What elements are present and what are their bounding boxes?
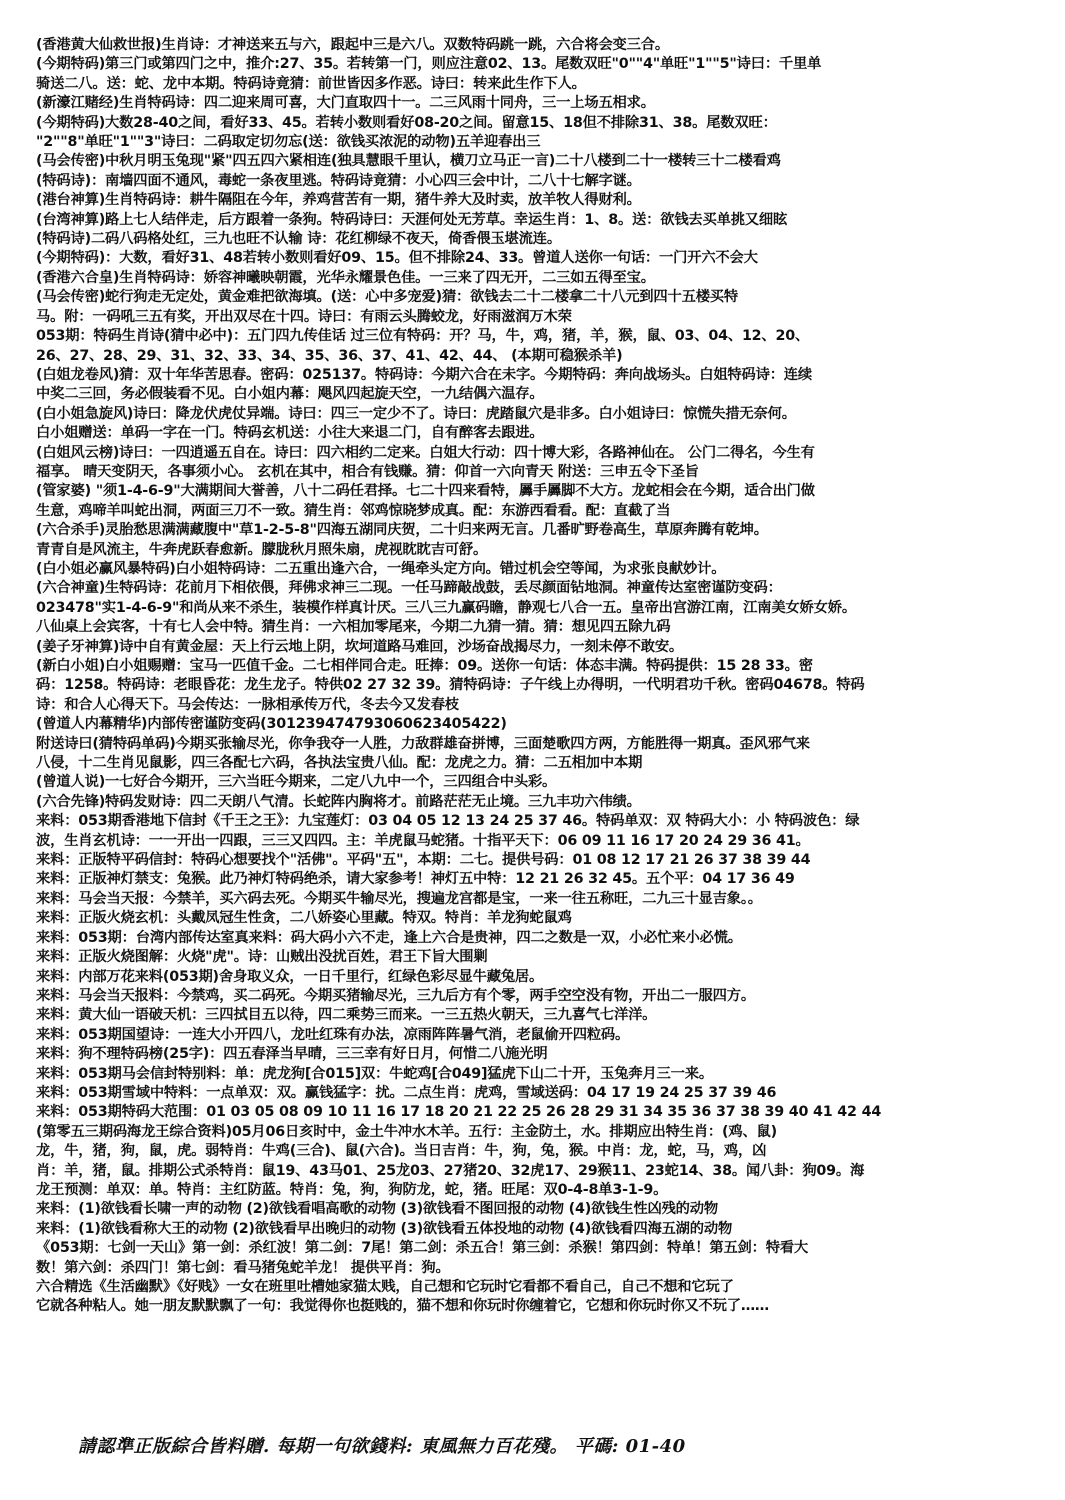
text-line: (白小姐急旋风)诗曰：降龙伏虎仗异端。诗曰：四三一定少不了。诗曰：虎踏鼠穴是非多。白小姐诗曰：惊慌失措无奈何。 <box>36 405 796 422</box>
text-line: 来料：马会当天报料：今禁鸡，买二码死。今期买猪输尽光，三九后方有个零，两手空空没有物，开出二一服四方。 <box>36 987 755 1004</box>
text-line: 来料：正版火烧玄机：头戴凤冠生性贪，二八娇姿心里藏。特双。特肖：羊龙狗蛇鼠鸡 <box>36 910 572 927</box>
text-line: (六合神童)生特码诗：花前月下相依偎，拜佛求神三二现。一任马蹄敲战鼓，丢尽颜面钻地洞。神童传达室密谨防变码： <box>36 580 782 597</box>
text-line: "2""8"单旺"1""3"诗曰：二码取定切勿忘(送：欲钱买浓泥的动物)五羊迎春出三 <box>36 134 541 151</box>
text-line: 来料：053期：台湾内部传达室真来料：码大码小六不走，逢上六合是贵神，四二之数是一双，小必忙来小必慌。 <box>36 929 742 946</box>
document-body <box>36 36 1036 1317</box>
text-line: (姜子牙神算)诗中自有黄金屋：天上行云地上阴，坎坷道路马难回，沙场奋战揭尽力，一刻未停不敢安。 <box>36 638 684 655</box>
text-line: (白姐风云榜)诗曰：一四逍遥五自在。诗曰：四六相约二定来。白姐大行动：四十博大彩，各路神仙在。 公门二得名，今生有 <box>36 444 815 461</box>
text-line: 它就各种粘人。她一朋友默默飘了一句：我觉得你也挺贱的，猫不想和你玩时你缠着它，它想和你玩时你又不玩了…… <box>36 1298 770 1315</box>
text-line: (新白小姐)白小姐赐赠：宝马一匹值千金。二七相伴同合走。旺捧：09。送你一句话：体态丰满。特码提供：15 28 33。密 <box>36 658 813 674</box>
text-line: 骑送二八。送：蛇、龙中本期。特码诗竟猜：前世皆因多作恶。诗曰：转来此生作下人。 <box>36 75 586 92</box>
text-line: (香港黄大仙救世报)生肖诗：才神送来五与六，跟起中三是六八。双数特码跳一跳，六合将会变三合。 <box>36 37 669 53</box>
text-line: 《053期：七剑一天山》第一剑：杀红波！第二剑：7尾！第二剑：杀五合！第三剑：杀猴！第四剑：特单！第五剑：特看大 <box>36 1240 809 1257</box>
text-line: 码：1258。特码诗：老眼昏花：龙生龙子。特供02 27 32 39。猜特码诗：子午线上办得明，一代明君功千秋。密码04678。特码 <box>36 677 865 694</box>
text-line: 来料：053期香港地下信封《千王之王》：九宝莲灯：03 04 05 12 13 24 25 37 46。特码单双：双 特码大小：小 特码波色：绿 <box>36 813 860 830</box>
text-line: 来料：(1)欲钱看称大王的动物 (2)欲钱看早出晚归的动物 (3)欲钱看五体投地的动物 (4)欲钱看四海五湖的动物 <box>36 1220 733 1237</box>
text-line: (港台神算)生肖特码诗：耕牛隔阻在今年，养鸡营苦有一期，猪牛养大及时卖，放羊牧人得财利。 <box>36 192 641 209</box>
text-line: 来料：黄大仙一语破天机：三四拭目五以待，四二乘势三而来。一三五热火朝天，三九喜气七洋洋。 <box>36 1007 657 1024</box>
text-line: 诗：和合人心得天下。马会传达：一脉相承传万代，冬去今又发春枝 <box>36 696 459 713</box>
text-line: (特码诗)：南墙四面不通风，毒蛇一条夜里逃。特码诗竟猜：小心四三会中计，二八十七解字谜。 <box>36 172 641 189</box>
text-line: 波，生肖玄机诗：一一开出一四跟，三三又四四。主：羊虎鼠马蛇猪。十指平天下：06 09 11 16 17 20 24 29 36 41。 <box>36 832 810 849</box>
text-line: 马。附：一码吼三五有奖，开出双尽在十四。诗曰：有雨云头腾蛟龙，好雨滋润万木荣 <box>36 308 572 325</box>
text-line: (管家婆) "须1-4-6-9"大满期间大誉善，八十二码任君择。七二十四来看特，羼手羼脚不大方。龙蛇相会在今期，适合出门做 <box>36 483 815 500</box>
text-line: (曾道人内幕精华)内部传密谨防变码(301239474793060623405422) <box>36 716 507 733</box>
text-line: 来料：(1)欲钱看长啸一声的动物 (2)欲钱看唱高歌的动物 (3)欲钱看不图回报的动物 (4)欲钱生性凶残的动物 <box>36 1201 718 1218</box>
text-line: 来料：053期雪域中特料：一点单双：双。赢钱猛字：扰。二点生肖：虎鸡，雪域送码：04 17 19 24 25 37 39 46 <box>36 1084 777 1101</box>
text-line: (第零五三期码海龙王综合资料)05月06日亥时中，金土牛冲水木羊。五行：主金防土，水。排期应出特生肖：(鸡、鼠) <box>36 1123 777 1140</box>
text-line: 龙，牛，猪，狗，鼠，虎。弱特肖：牛鸡(三合)、鼠(六合)。当日吉肖：牛，狗，兔，猴。中肖：龙，蛇，马，鸡，凶 <box>36 1143 767 1160</box>
text-line: 来料：正版火烧图解：火烧"虎"。诗：山贼出没扰百姓，君王下旨大围剿 <box>36 949 488 966</box>
text-line: (今期特码)大数28-40之间，看好33、45。若转小数则看好08-20之间。留意15、18但不排除31、38。尾数双旺： <box>36 114 777 131</box>
text-line: 来料：正版特平码信封：特码心想要找个"活佛"。平码"五"，本期：二七。提供号码：01 08 12 17 21 26 37 38 39 44 <box>36 852 811 869</box>
text-line: 来料：马会当天报：今禁羊，买六码去死。今期买牛输尽光，搜遍龙宫都是宝，一来一往五称旺，二九三十显吉象。。 <box>36 890 762 907</box>
text-line: (今期特码)：大数，看好31、48若转小数则看好09、15。但不排除24、33。曾道人送你一句话：一门开六不会大 <box>36 250 758 267</box>
text-line: 福享。 晴天变阴天，各事须小心。 玄机在其中，相合有钱赚。猜：仰首一六向青天 附送：三申五令下圣旨 <box>36 463 699 480</box>
text-line: (六合杀手)灵胎愁思满满藏腹中"草1-2-5-8"四海五湖同庆贺，二十归来两无言。几番旷野卷高生，草原奔腾有乾坤。 <box>36 522 768 539</box>
text-line: (今期特码)第三门或第四门之中，推介:27、35。若转第一门，则应注意02、13。尾数双旺"0""4"单旺"1""5"诗曰：千里单 <box>36 56 822 73</box>
text-line: (白姐龙卷风)猜：双十年华苦思春。密码：025137。特码诗：今期六合在未字。今期特码：奔向战场头。白姐特码诗：连续 <box>36 366 812 383</box>
text-line: (白小姐必赢风暴特码)白小姐特码诗：二五重出逢六合，一绳牵头定方向。错过机会空等闻，为求张良献妙计。 <box>36 560 726 577</box>
text-line: 来料：053期马会信封特别料：单：虎龙狗[合015]双：牛蛇鸡[合049]猛虎下山二十开，玉兔奔月三一来。 <box>36 1065 713 1082</box>
text-line: 八侵，十二生肖见鼠影，四三各配七六码，各执法宝贵八仙。配：龙虎之力。猜：二五相加中本期 <box>36 755 643 772</box>
text-line: 生意，鸡啼羊叫蛇出洞，两面三刀不一致。猜生肖：邻鸡惊晓梦成真。配：东游西看看。配：直截了当 <box>36 502 671 519</box>
text-line: 龙王预测：单双：单。特肖：主红防蓝。特肖：兔，狗，狗防龙，蛇，猪。旺尾：双0-4-8单3-1-9。 <box>36 1181 668 1198</box>
text-line: 来料：正版神灯禁支：兔猴。此乃神灯特码绝杀，请大家参考！神灯五中特：12 21 26 32 45。五个平：04 17 36 49 <box>36 871 795 888</box>
text-line: 青青自是风流主，牛奔虎跃春愈新。朦胧秋月照朱扇，虎视眈眈吉可舒。 <box>36 541 488 558</box>
text-line: (曾道人说)一七好合今期开，三六当旺今期来，二定八九中一个，三四组合中头彩。 <box>36 774 557 791</box>
text-line: (台湾神算)路上七人结伴走，后方跟着一条狗。特码诗曰：天涯何处无芳草。幸运生肖：1、8。送：欲钱去买单挑又细眩 <box>36 211 788 228</box>
text-line: 附送诗曰(猜特码单码)今期买张输尽光，你争我夺一人胜，力敌群雄奋拼博，三面楚歌四方两，方能胜得一期真。歪风邪气来 <box>36 735 810 752</box>
text-line: 053期：特码生肖诗(猜中必中)：五门四九传佳话 过三位有特码：开？马，牛，鸡，猪，羊，猴，鼠、03、04、12、20、 <box>36 328 810 345</box>
text-line: 来料：狗不理特码榜(25字)：四五春泽当早晴，三三幸有好日月，何惜二八施光明 <box>36 1046 548 1063</box>
text-line: 白小姐赠送：单码一字在一门。特码玄机送：小往大来退二门，自有醉客去跟进。 <box>36 425 544 442</box>
text-line: 八仙桌上会宾客，十有七人会中特。猜生肖：一六相加零尾来，今期二九猜一猜。猜：想见四五除九码 <box>36 619 671 636</box>
text-line: 中奖二三回，务必假装看不见。白小姐内幕：飓风四起旋天空，一九结偶六温存。 <box>36 386 544 403</box>
text-line: 肖：羊，猪，鼠。排期公式杀特肖：鼠19、43马01、25龙03、27猪20、32虎17、29猴11、23蛇14、38。闻八卦：狗09。海 <box>36 1162 865 1179</box>
text-line: (特码诗)二码八码格处红，三九也旺不认输 诗：花红柳绿不夜天，倚香偎玉堪流连。 <box>36 231 561 248</box>
footer-line: 請認準正版綜合皆料贈. 每期一句欲錢料: 東風無力百花殘。 平碼: 01-40 <box>78 1436 686 1457</box>
text-line: 来料：053期国望诗：一连大小开四八，龙吐红珠有办法，凉雨阵阵暑气消，老鼠偷开四粒码。 <box>36 1026 630 1043</box>
text-line: 来料：内部万花来料(053期)舍身取义众，一日千里行，红绿色彩尽显牛藏兔居。 <box>36 968 544 985</box>
text-line: (香港六合皇)生肖特码诗：娇容神曦映朝霞，光华永耀景色佳。一三来了四无开，二三如五得至宝。 <box>36 269 655 286</box>
text-line: (马会传密)蛇行狗走无定处，黄金难把欲海填。(送：心中多宠爱)猜：欲钱去二十二楼拿二十八元到四十五楼买特 <box>36 289 738 306</box>
text-line: 六合精选《生活幽默》《好贱》一女在班里吐槽她家猫太贱，自己想和它玩时它看都不看自己，自己不想和它玩了 <box>36 1279 734 1295</box>
text-line: 数！第六剑：杀四门！第七剑：看马猪兔蛇羊龙！ 提供平肖：狗。 <box>36 1259 450 1276</box>
text-line: 023478"实1-4-6-9"和尚从来不杀生，装模作样真计厌。三八三九赢码瞻，静观七八合一五。皇帝出宫游江南，江南美女娇女娇。 <box>36 599 856 616</box>
text-line: 26、27、28、29、31、32、33、34、35、36、37、41、42、44、 (本期可稳猴杀羊) <box>36 347 623 364</box>
text-line: 来料：053期特码大范围：01 03 05 08 09 10 11 16 17 18 20 21 22 25 26 28 29 31 34 35 36 37 38 39 40 41 42 44 <box>36 1104 882 1121</box>
text-line: (六合先锋)特码发财诗：四二天朗八气清。长蛇阵内胸将才。前路茫茫无止境。三九丰功六伟绩。 <box>36 793 641 810</box>
text-line: (马会传密)中秋月明玉兔现"紧"四五四六紧相连(独具慧眼千里认，横刀立马正一言)二十八楼到二十一楼转三十二楼看鸡 <box>36 153 781 170</box>
text-line: (新濠江赌经)生肖特码诗：四二迎来周可喜，大门直取四十一。二三风雨十同舟，三一上场五相求。 <box>36 95 655 112</box>
